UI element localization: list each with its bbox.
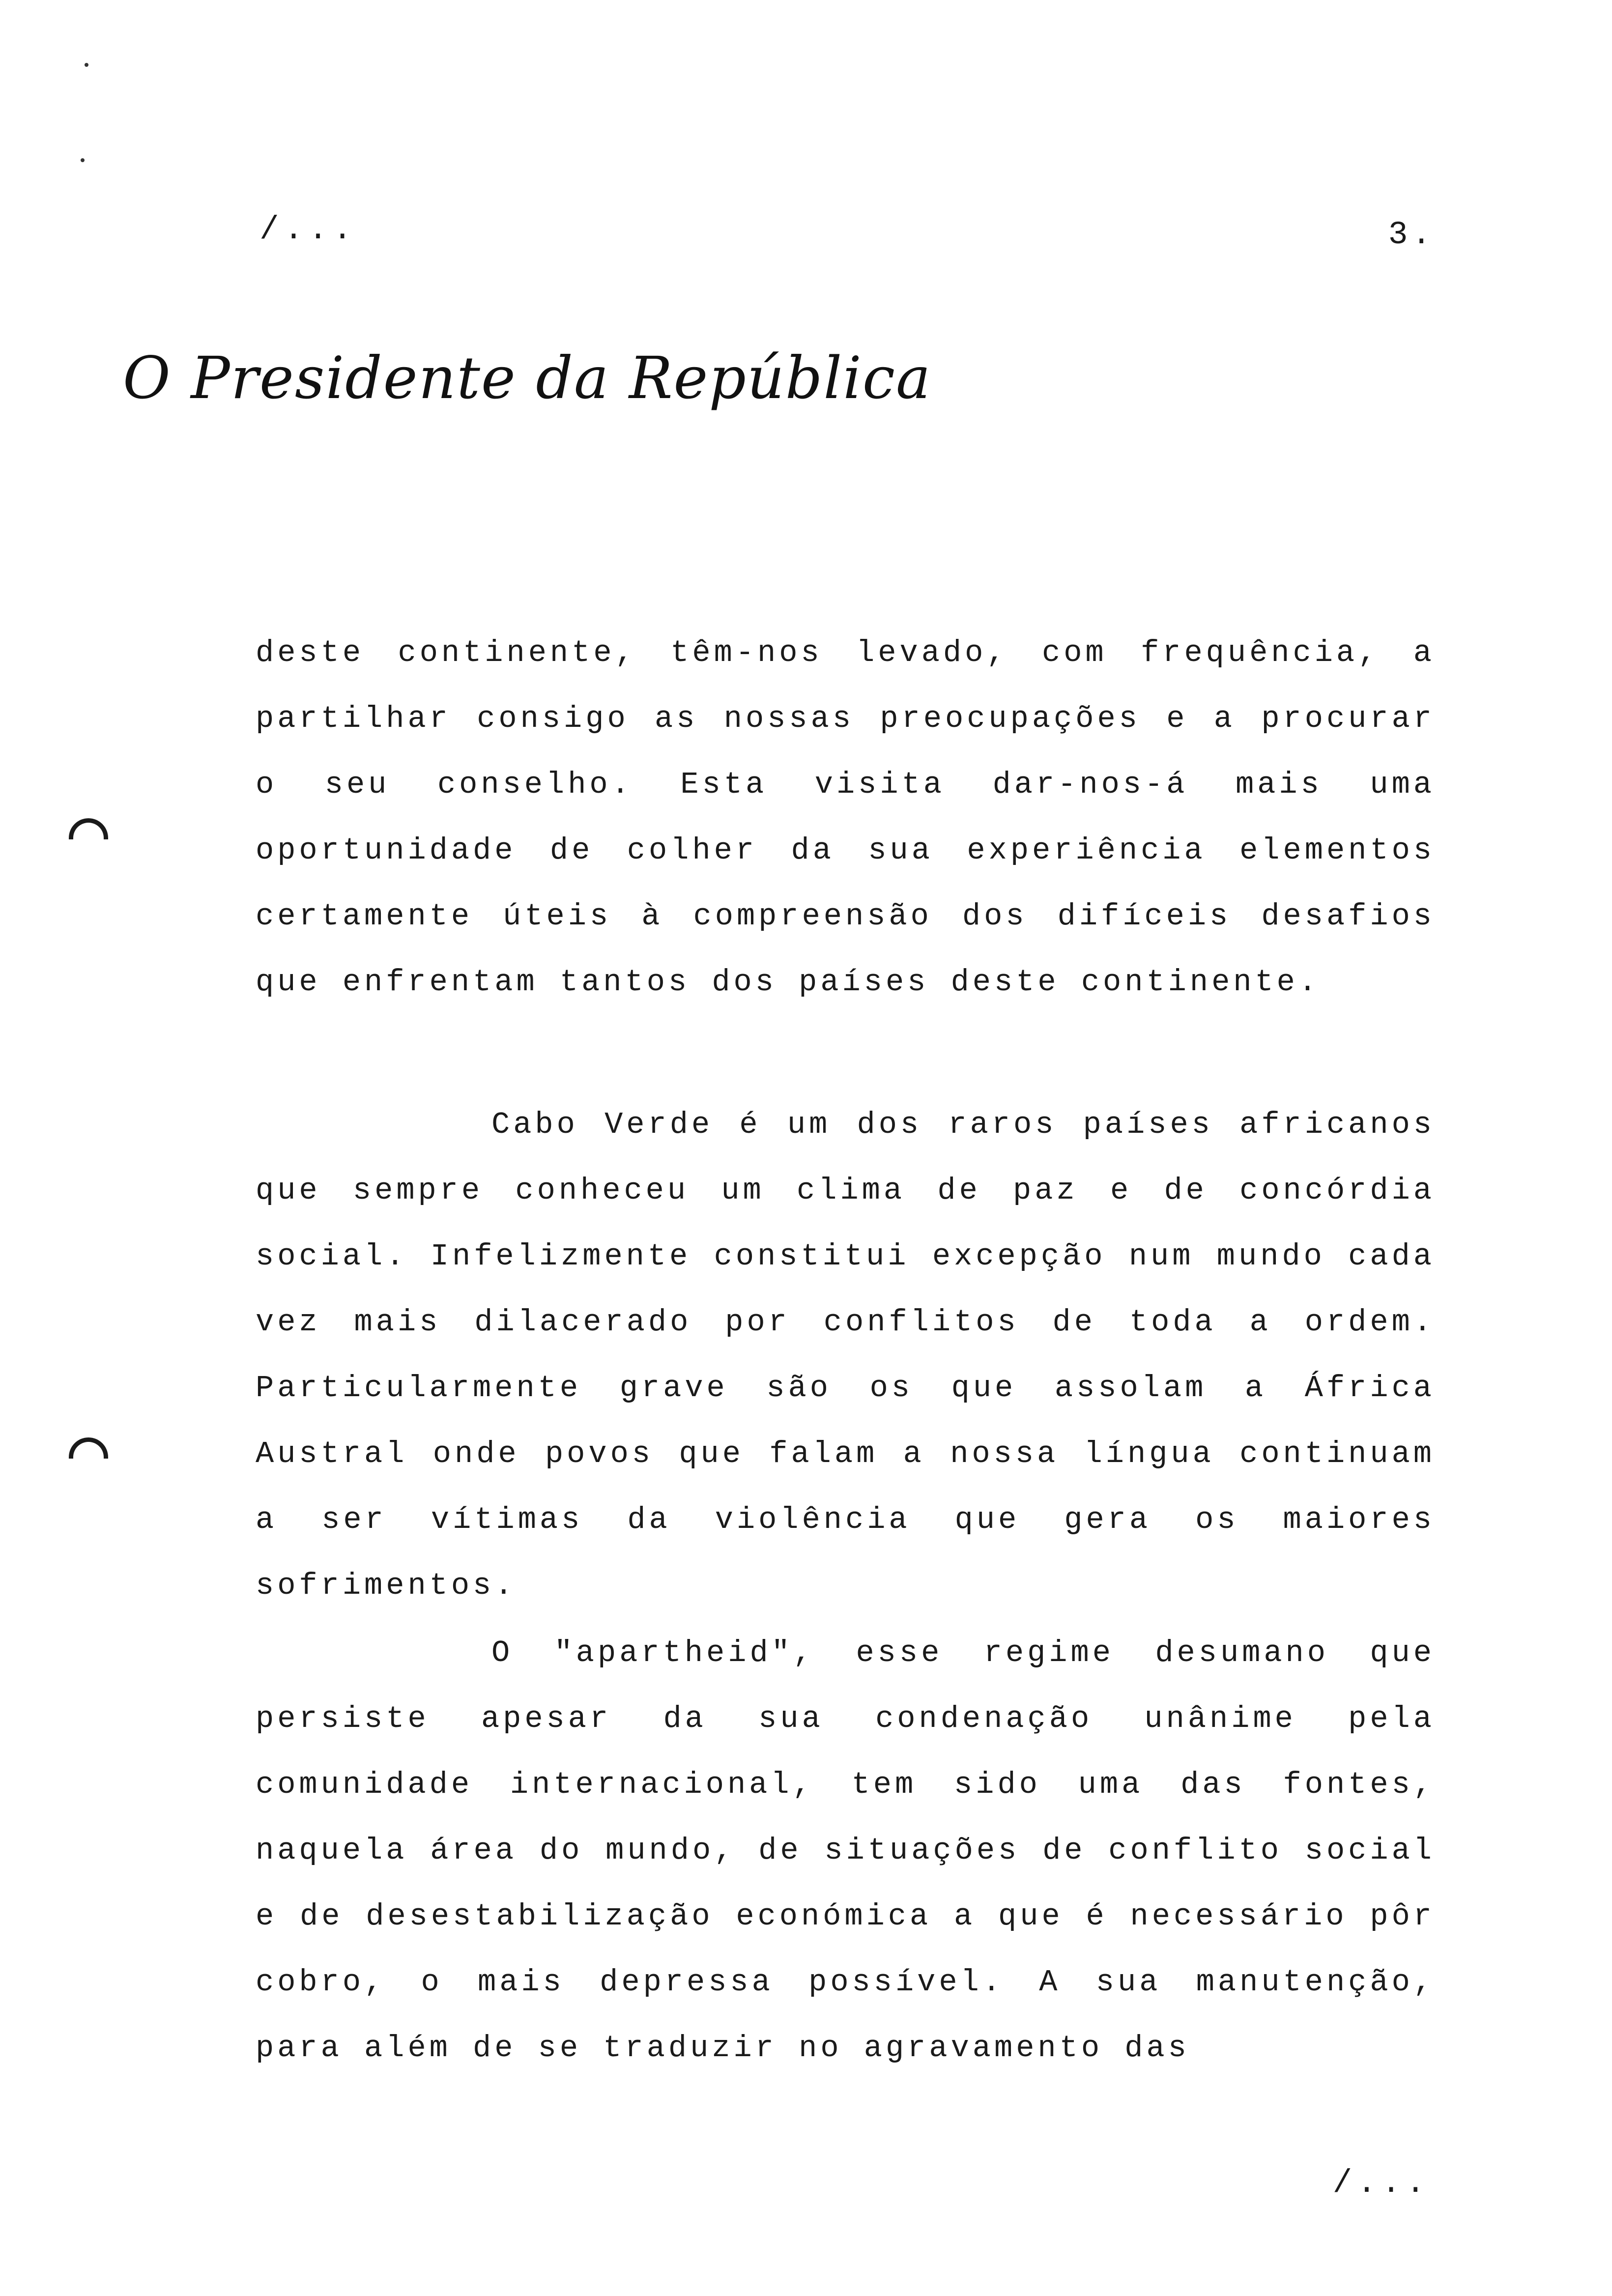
paragraph <box>256 620 1435 1015</box>
paragraph <box>256 1092 1435 1619</box>
letterhead: O Presidente da República <box>123 344 932 412</box>
paragraph-text: deste continente, têm-nos levado, com frequência, a partilhar consigo as nossas preocupações e a procurar o seu conselho. Esta visita dar-nos-á mais uma oportunidade de colher da sua experiência elementos certamente úteis à compreensão dos difíceis desafios que enfrentam tantos dos países deste continente. <box>256 635 1435 1000</box>
punch-hole-mark <box>69 818 108 839</box>
continuation-marker-top: /... <box>259 211 357 248</box>
continuation-marker-bottom: /... <box>1332 2165 1430 2202</box>
page-number: 3. <box>1388 216 1435 253</box>
paragraph <box>256 1620 1435 2081</box>
paragraph-text: Cabo Verde é um dos raros países africanos que sempre conheceu um clima de paz e de concórdia social. Infelizmente constitui excepção num mundo cada vez mais dilacerado por conflitos de toda a ordem. Particularmente grave são os que assolam a África Austral onde povos que falam a nossa língua continuam a ser vítimas da violência que gera os maiores sofrimentos. <box>256 1107 1435 1603</box>
paragraph-text: O "apartheid", esse regime desumano que persiste apesar da sua condenação unânime pela comunidade internacional, tem sido uma das fontes, naquela área do mundo, de situações de conflito social e de desestabilização económica a que é necessário pôr cobro, o mais depressa possível. A sua manutenção, para além de se traduzir no agravamento das <box>256 1636 1435 2066</box>
punch-hole-mark <box>69 1437 108 1459</box>
scan-speck <box>81 158 85 162</box>
scan-speck <box>85 63 88 67</box>
